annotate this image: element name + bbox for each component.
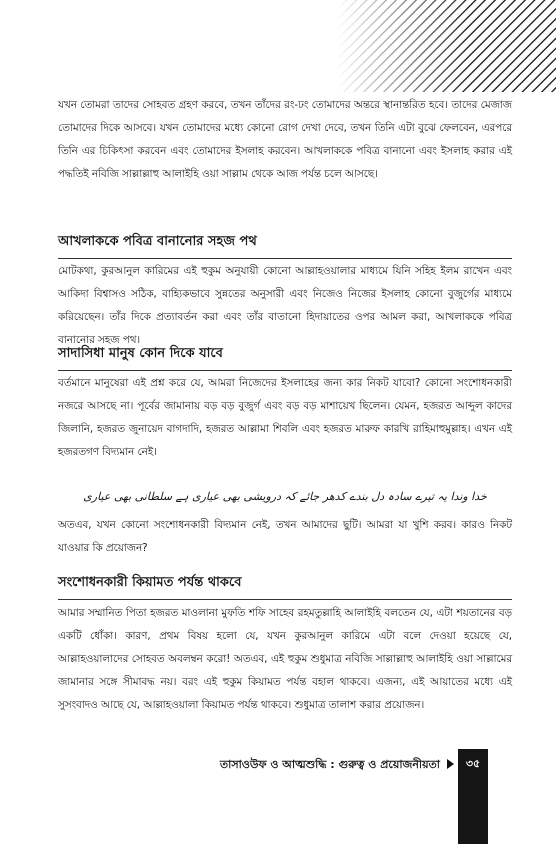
- paragraph-akhlak: মোটকথা, কুরআনুল কারিমের এই হুকুম অনুযায়ী কোনো আল্লাহওয়ালার মাধ্যমে যিনি সহিহ ইলম রাখেন এবং আকিদা বিশ্বাসও সঠিক, বাহ্যিকভাবে সুন্নতের অনুসারী এবং নিজেও নিজের ইসলাহ কোনো বুজুর্গের মাধ্যমে করিয়েছেন। তাঁর দিকে প্রত্যাবর্তন করা এবং তাঁর বাতানো হিদায়াতের ওপর আমল করা, আখলাককে পবিত্র বানানোর সহজ পথ।: [58, 265, 512, 346]
- decorative-hatch-corner: [336, 0, 556, 92]
- urdu-couplet: خدا وندا یہ تیرے سادہ دل بندے کدھر جائے کہ درویشی بھی عیاری ہے سلطانی بھی عیاری: [83, 490, 487, 503]
- footer-book-title: তাসাওউফ ও আত্মশুদ্ধি : গুরুত্ব ও প্রয়োজনীয়তা: [219, 758, 440, 771]
- play-arrow-icon: [447, 759, 454, 769]
- section-heading-simple-people: সাদাসিধা মানুষ কোন দিকে যাবে: [58, 344, 512, 371]
- paragraph-intro: যখন তোমরা তাদের সোহবত গ্রহণ করবে, তখন তাঁদের রং-ঢং তোমাদের অন্তরে স্থানান্তরিত হবে। তাদের মেজাজ তোমাদের দিকে আসবে। যখন তোমাদের মধ্যে কোনো রোগ দেখা দেবে, তখন তিনি এটা বুঝে ফেলবেন, এরপরে তিনি এর চিকিৎসা করবেন এবং তোমাদের ইসলাহ করবেন। আখলাককে পবিত্র বানানো এবং ইসলাহ করার এই পদ্ধতিই নবিজি সাল্লাল্লাহু আলাইহি ওয়া সাল্লাম থেকে আজ পর্যন্ত চলে আসছে।: [58, 99, 512, 180]
- page-number: ৩৫: [465, 757, 481, 770]
- section-heading-akhlak: আখলাককে পবিত্র বানানোর সহজ পথ: [58, 232, 512, 259]
- paragraph-simple-people: বর্তমানে মানুষেরা এই প্রশ্ন করে যে, আমরা নিজেদের ইসলাহের জন্য কার নিকট যাবো? কোনো সংশোধনকারী নজরে আসছে না। পূর্বের জামানায় বড় বড় বুজুর্গ এবং বড় বড় মাশায়েখ ছিলেন। যেমন, হজরত আব্দুল কাদের জিলানি, হজরত জুনায়েদ বাগদাদি, হজরত আল্লামা শিবলি এবং হজরত মারুফ কারখি রাহিমাহুমুল্লাহ। এখন এই হজরতগণ বিদ্যমান নেই।: [58, 377, 512, 458]
- paragraph-reformer: আমার সম্মানিত পিতা হজরত মাওলানা মুফতি শফি সাহেব রহমতুল্লাহি আলাইহি বলতেন যে, এটা শয়তানের বড় একটি ধোঁকা। কারণ, প্রথম বিষয় হলো যে, যখন কুরআনুল কারিমে এটা বলে দেওয়া হয়েছে যে, আল্লাহওয়ালাদের সোহবত অবলম্বন করো! অতএব, এই হুকুম শুধুমাত্র নবিজি সাল্লাল্লাহু আলাইহি ওয়া সাল্লামের জামানার সঙ্গে সীমাবদ্ধ নয়। বরং এই হুকুম কিয়ামত পর্যন্ত বহাল থাকবে। এজন্য, এই আয়াতের মধ্যে এই সুসংবাদও আছে যে, আল্লাহওয়ালা কিয়ামত পর্যন্ত থাকবে। শুধুমাত্র তালাশ করার প্রয়োজন।: [58, 607, 512, 711]
- section-heading-reformer: সংশোধনকারী কিয়ামত পর্যন্ত থাকবে: [58, 573, 512, 600]
- paragraph-consequence: অতএব, যখন কোনো সংশোধনকারী বিদ্যমান নেই, তখন আমাদের ছুটি। আমরা যা খুশি করব। কারও নিকট যাওয়ার কি প্রয়োজন?: [58, 519, 512, 554]
